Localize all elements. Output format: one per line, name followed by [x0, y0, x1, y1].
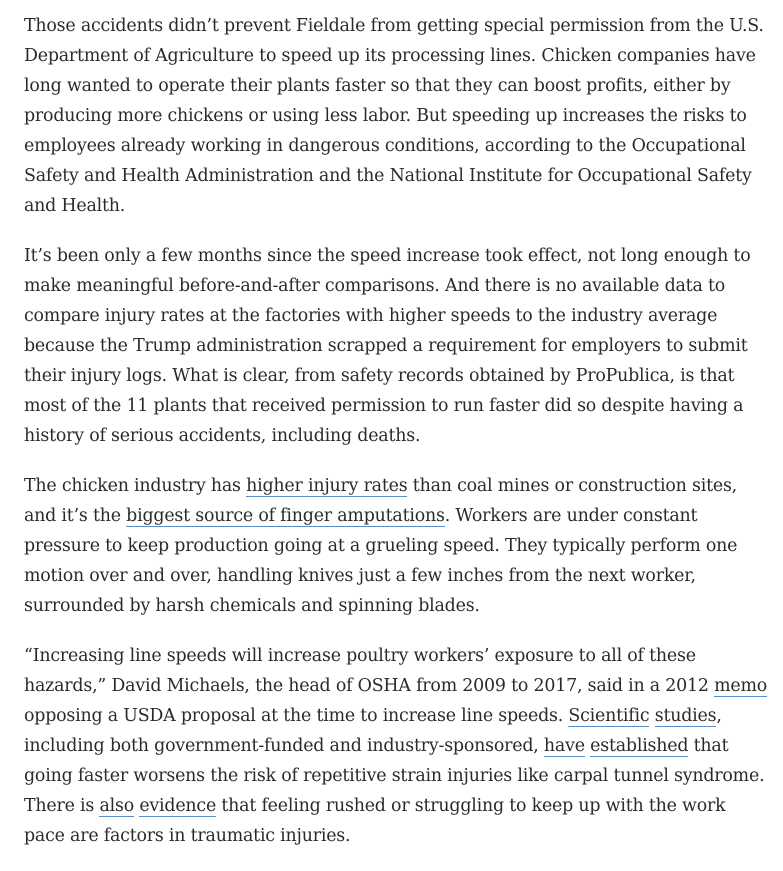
paragraph-text: than coal mines or construction sites, and it’s the: [24, 476, 738, 526]
link-evidence[interactable]: evidence: [139, 796, 217, 816]
article-body: [24, 11, 769, 871]
paragraph-4: [24, 641, 769, 851]
paragraph-text: It’s been only a few months since the speed increase took effect, not long enough to make meaningful before-and-after comparisons. And there is no available data to compare injury rates at the factories with higher speeds to the industry average because the Trump administration scrapped a requirement for employers to submit their injury logs. What is clear, from safety records obtained by ProPublica, is that most of the 11 plants that received permission to run faster did so despite having a history of serious accidents, including deaths.: [24, 246, 751, 446]
link-have[interactable]: have: [543, 736, 585, 756]
link-memo[interactable]: memo: [714, 676, 768, 696]
link-established[interactable]: established: [590, 736, 689, 756]
paragraph-text: [649, 706, 654, 726]
link-higher-injury-rates[interactable]: higher injury rates: [246, 476, 408, 496]
paragraph-text: opposing a USDA proposal at the time to increase line speeds.: [24, 706, 569, 726]
paragraph-1: [24, 11, 769, 221]
link-finger-amputations[interactable]: biggest source of finger amputations: [126, 506, 445, 526]
paragraph-text: that going faster worsens the risk of repetitive strain injuries like carpal tunnel syndrome. There is: [24, 736, 765, 816]
link-studies[interactable]: studies: [654, 706, 717, 726]
paragraph-text: The chicken industry has: [24, 476, 247, 496]
paragraph-text: . Workers are under constant pressure to keep production going at a grueling speed. They typically perform one motion over and over, handling knives just a few inches from the next worker, surrounded by harsh chemicals and spinning blades.: [24, 506, 738, 616]
paragraph-text: , including both government-funded and industry-sponsored,: [24, 706, 722, 756]
paragraph-3: [24, 471, 769, 621]
paragraph-2: [24, 241, 769, 451]
link-scientific[interactable]: Scientific: [568, 706, 650, 726]
paragraph-text: “Increasing line speeds will increase poultry workers’ exposure to all of these hazards,” David Michaels, the head of OSHA from 2009 to 2017, said in a 2012: [24, 646, 715, 696]
link-also[interactable]: also: [99, 796, 134, 816]
paragraph-text: that feeling rushed or struggling to keep up with the work pace are factors in traumatic injuries.: [24, 796, 726, 846]
paragraph-text: Those accidents didn’t prevent Fieldale from getting special permission from the U.S. Department of Agriculture to speed up its processing lines. Chicken companies have long wanted to operate their plants faster so that they can boost profits, either by producing more chickens or using less labor. But speeding up increases the risks to employees already working in dangerous conditions, according to the Occupational Safety and Health Administration and the National Institute for Occupational Safety and Health.: [24, 16, 764, 216]
